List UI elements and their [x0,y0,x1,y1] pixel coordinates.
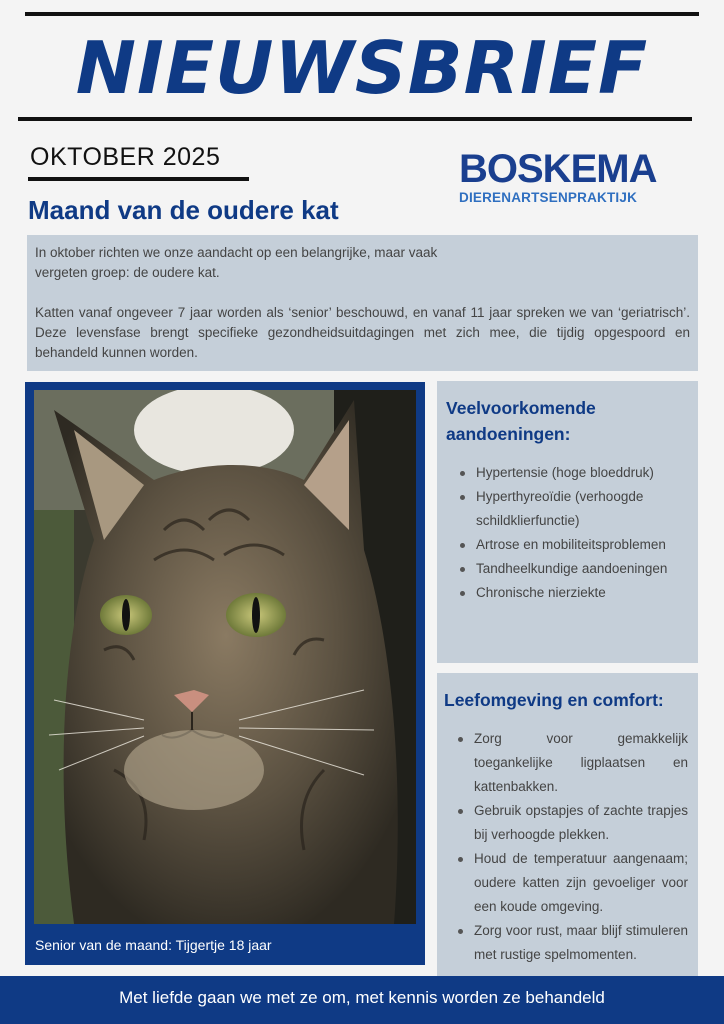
conditions-heading: Veelvoorkomende aandoeningen: [446,398,596,444]
comfort-panel [437,673,698,976]
photo-caption: Senior van de maand: Tijgertje 18 jaar [35,937,272,953]
date-rule [28,177,249,181]
newsletter-title: NIEUWSBRIEF [75,26,649,110]
conditions-list [446,461,688,605]
intro-box [27,235,698,371]
list-item: Artrose en mobiliteitsproblemen [458,533,688,557]
list-item: Gebruik opstapjes of zachte trapjes bij verhoogde plekken. [456,799,688,847]
title-rule [18,117,692,121]
photo-frame [25,382,425,965]
list-item: Hypertensie (hoge bloeddruk) [458,461,688,485]
headline: Maand van de oudere kat [28,195,339,225]
intro-paragraph-1: In oktober richten we onze aandacht op een belangrijke, maar vaak vergeten groep: de oudere kat. [35,245,438,280]
comfort-heading: Leefomgeving en comfort: [444,690,664,710]
logo-subtitle: DIERENARTSENPRAKTIJK [459,190,638,205]
clinic-logo [459,147,657,213]
comfort-list [444,727,688,967]
list-item: Hyperthyreoïdie (verhoogde schildklierfunctie) [458,485,688,533]
conditions-panel [437,381,698,663]
list-item: Houd de temperatuur aangenaam; oudere katten zijn gevoeliger voor een koude omgeving. [456,847,688,919]
cat-photo [34,390,416,924]
footer-banner: Met liefde gaan we met ze om, met kennis worden ze behandeld [0,976,724,1024]
issue-date: OKTOBER 2025 [30,143,221,171]
cat-illustration [34,390,416,924]
list-item: Zorg voor gemakkelijk toegankelijke ligplaatsen en kattenbakken. [456,727,688,799]
intro-paragraph-2: Katten vanaf ongeveer 7 jaar worden als ‘senior’ beschouwd, en vanaf 11 jaar spreken we van ‘geriatrisch’. Deze levensfase brengt specifieke gezondheidsuitdagingen met zich mee, die tijdig opgespoord en behandeld kunnen worden. [35,305,690,360]
top-rule [25,12,699,16]
logo-name: BOSKEMA [459,147,657,191]
list-item: Zorg voor rust, maar blijf stimuleren met rustige spelmomenten. [456,919,688,967]
list-item: Chronische nierziekte [458,581,688,605]
list-item: Tandheelkundige aandoeningen [458,557,688,581]
